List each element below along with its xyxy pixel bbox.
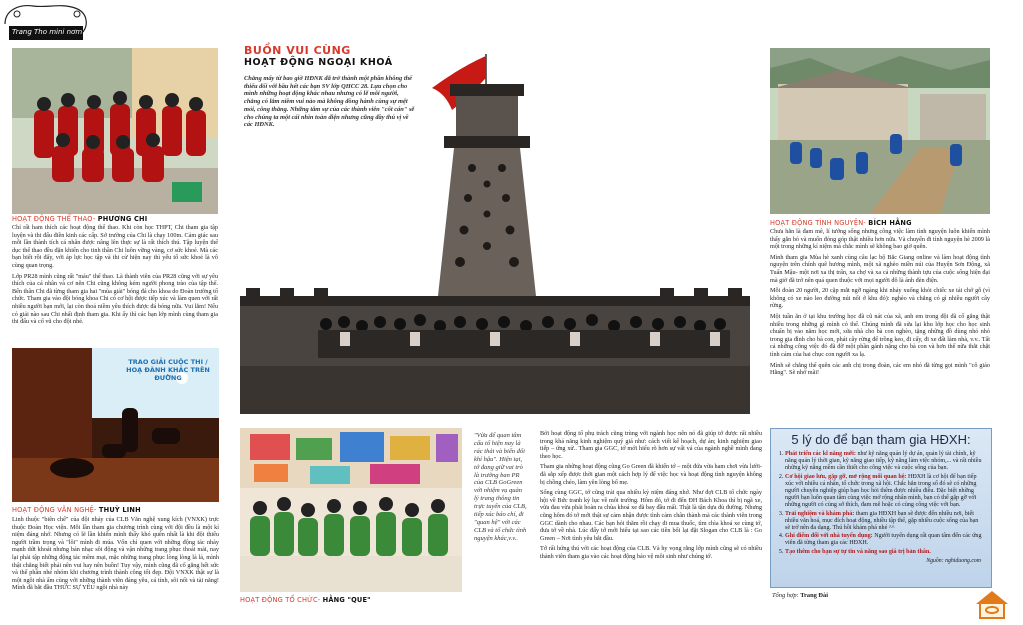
home-icon[interactable] [972,588,1012,620]
dance-stage-photo [12,348,219,502]
reason-text: tham gia HĐXH bạn sẽ được đến nhiều nơi, biết nhiều văn hoá, mục đích hoạt động, nhiều tập thể, gặp nhiều cuộc sống của bạn sẽ trở nên đa dạng. Thú hồi khám phá nhé ^^ [785,510,979,532]
sports-caption-label: HOẠT ĐỘNG THỂ THAO- [12,215,96,223]
org-caption-label: HOẠT ĐỘNG TỔ CHỨC- [240,596,321,604]
sports-caption [12,215,147,223]
sports-team-photo [12,48,218,214]
arts-caption-label: HOẠT ĐỘNG VĂN NGHỆ- [12,506,97,514]
org-caption [240,596,371,604]
reasons-title: 5 lý do để bạn tham gia HĐXH: [791,432,971,447]
volunteer-paragraph: Chưa hẳn là đam mê, lí tưởng sống nhưng công việc làm tình nguyện luôn khiến mình thấy gắn bó và muốn đóng góp thật nhiều hơn nữa. Và chuyến đi tình nguyện hè 2009 là một trong những kỉ niệm mà chắc mình sẽ không bao giờ quên. [770,228,990,251]
reason-text: như kỹ năng quản lý dự án, quản lý tài chính, kỹ năng quản lý thời gian, kỹ năng giao tiếp, kỹ năng làm việc nhóm,... và rất nhiều những kỹ năng mềm cần thiết cho công việc và cuộc sống của bạn. [785,451,982,472]
logo [3,2,91,42]
sports-paragraph: Lớp PR28 mình cũng rất "máu" thể thao. Là thành viên của PR28 cũng với sự yêu thích của cá nhân và cơ nên Chi cũng không kém người phong trào của tập thể. Bến thân Chi đã từng tham gia hai "mùa giải" bóng đá cho khoa do Đoàn trường tổ chức. Tham gia vào đội bóng khoa Chi có cơ hội được tiếp xúc và làm quen với rất nhiều người bạn mới, lại còn thoả niềm yêu thích được đá bóng nữa. Vui lắm! Nếu có giải nào sau Chi nhất định tham gia. Khi ấy thì các bạn lớp mình cùng tham gia thi đấu và cổ vũ cho đội nhé. [12,272,218,326]
arts-paragraph: Linh thuộc "biên chế" của đội nhảy của CLB Văn nghệ xung kích (VNXK) trực thuộc Đoàn Học viện. Mỗi lần tham gia chương trình cùng với đội đều là một kỉ niệm đáng nhớ. Nhưng có lẽ lần khiến mình thấy khó quên nhất là khi đội thiếu người trầm trọng và "lôi" mình đi múa. Vốn chỉ quen với những động tác nhảy mạnh dứt khoát nhưng bản nhạc sôi động và vận những trang phục thoải mái, nay lại phải tập những động tác mềm mại, mặc những trang phục lòng lòng lả lả, mình thật chẳng biết phải nên vui hay nên buồn! Tuy vậy, mình cũng đã cố gắng hết sức và thế phần nhé nhóm khi chương trình thành công tốt đẹp. Đội VNXK thật sự là một ngôi nhà ấm cùng với những thành viên đáng yêu, cá tính, sôi nổi và tài năng! Mình đã bắt đầu THỨC SỰ YÊU ngôi nhà này [12,516,219,592]
org-body [540,430,762,610]
title-line-1: BUỒN VUI CÙNG [244,44,351,57]
credit-line [772,592,828,599]
org-caption-name: HẰNG "QUE" [322,596,371,604]
org-paragraph: Bởi hoạt động tổ phụ trách cũng trùng với ngành học nên nó đã giúp tớ được rất nhiều trong khả năng kinh nghiệm quý giá như: cách viết kế hoạch, dự án; kinh nghiệm giao tiếp – ứng xử.. Tham gia GGC, tớ mới hiểu rõ hơn sự vất vả của ngành nghề mình đang theo học. [540,430,762,460]
org-paragraph: Tớ rất hứng thú với các hoạt động của CLB. Và hy vọng rằng lớp mình cũng sẽ có nhiều thành viên tham gia vào các hoạt động bảo vệ môi sinh như chúng tớ. [540,545,762,560]
reason-lead: Trải nghiệm và khám phá: [785,510,855,517]
reason-lead: Cơ hội giao lưu, gặp gỡ, mở rộng mối quan hệ: [785,473,907,480]
volunteer-paragraph: Mình sẽ chẳng thể quên các anh chị trong đoàn, các em nhỏ đã từng gọi mình "cô giáo Hằng". Sẽ nhớ mãi! [770,361,990,377]
reasons-list [785,451,983,556]
credit-name: Trang Đài [800,592,829,599]
org-paragraph: Tham gia những hoạt động cũng Go Green đã khiến tớ – một đứa vừa ham chơi vừa lười- đã sắp xếp được thời gian một cách hợp lý để việc học và hoạt động tình nguyện không bị chồng chéo, làm yên lòng bố mẹ. [540,463,762,486]
volunteer-caption-name: BÍCH HẰNG [868,219,912,227]
sports-caption-name: PHƯƠNG CHI [97,215,148,223]
volunteer-village-photo [770,48,990,214]
reason-lead: Ghi điểm đối với nhà tuyển dụng: [785,533,873,540]
logo-text: Trang Tho mini nơm [12,28,83,36]
gogreen-mural-photo [240,428,462,592]
volunteer-paragraph: Mỗi đoàn 20 người, 20 cặp mắt ngỡ ngàng khi nhảy xuống khỏi chiếc xe tải chở gỗ (vì không có xe nào leo đường núi nổi ở khu đó): nghèo và chẳng có gì nhiều người cây rừng. [770,287,990,310]
reasons-source: Nguồn: nghiduong.com [926,557,981,564]
flag-tower-photo [240,48,750,414]
sports-paragraph: Chỉ rất ham thích các hoạt động thể thao. Khi còn học THPT, Chi tham gia tập luyện và thi đấu điền kinh các cấp. Sở trường của Chi là chạy 100m. Cảm giác sau mỗi lần thành tích cá nhân được nâng lên thực sự là rất thích thú. Tập luyện thể dục thể thao đều đặn khiến cho tinh thần Chi luôn vững vàng, cơ sức khoẻ. Mà các bạn biết rồi đấy, với áp lực học tập và thi cử hiện nay thì yếu tố sức khoẻ là vô cùng quan trọng. [12,224,218,269]
reason-item [785,474,983,510]
reason-lead: Tạo thêm cho bạn sự tự tin và năng sao giá trị bản thân. [785,548,931,555]
stage-banner: TRAO GIẢI CUỘC THI / HOẠ ĐÀNH KHÁC TRÊN ĐƯỜNG [126,358,210,382]
volunteer-paragraph: Mình tham gia Mùa hè xanh cùng câu lạc bộ Bắc Giang online và làm hoạt động tình nguyện trên chính quê hương mình, một xã nghèo miền núi của Huyện Sơn Động, xã Tuấn Mậu- một nơi xa thị trấn, xa chợ và xa cả những thành tựu của cuộc sống hiện đại mà giờ đã trở nên quá quen thuộc với mọi người đô là ánh đèn điện. [770,253,990,284]
credit-label: Tổng hợp: [772,592,801,599]
logo-art [3,2,91,42]
reasons-box [770,428,992,588]
arts-caption [12,506,141,514]
arts-caption-name: THUỲ LINH [98,506,141,514]
org-paragraph: Sống cùng GGC, tớ cũng trải qua nhiều kỷ niệm đáng nhớ. Như đợt CLB tổ chức ngày hội về Bức tranh kỷ lục về môi trường. Hôm đó, tớ đi đến ĐH Bách Khoa thì bị ngã xe, vừa đau vừa phải hoàn ra chùa khoá xe đã bay đầu mất. Thật là tận dựa đủ đường. Nhưng cũng hôm đó tớ mới thật sự cảm nhận được tình cảm chân thành mà các thành viên trong GGC dành cho nhau. Các bạn hỏi thăm rồi chạy đi mua thuốc, tìm chìa khoá xe cùng tớ, đưa tớ về nhà. Lúc đấy tớ mới hiểu tại sao các tiền bối lại đặt Slogan cho CLB là : Go Green – Nơi tình yêu bắt đầu. [540,489,762,542]
sports-body [12,224,218,344]
reason-item [785,533,983,547]
reason-text: Người tuyển dụng rất quan tâm đến các ứng viên đã từng tham gia các HĐXH. [785,533,982,547]
volunteer-paragraph: Một tuần ăn ở tại khu trường học đã cũ nát của xã, anh em trong đội đã cố gắng thật nhiều trong những gì mình có thể. Chúng mình đã sửa lại khu lớp học cho học sinh chuẩn bị vào năm học mới, sửa nhà cho bà con nghèo, tặng những đồ dùng nhỏ nhỏ trong gia đình cho bà con, phát cây rừng để trồng keo, đi cấy, đi xe đất làm nhà, v.v.. Tất cả những công việc đó đã đỡ một phần gánh nặng cho bà con và hơn thế nữa thắt chặt tình cảm của hai chục con người xa lạ. [770,312,990,358]
org-quote: "Vừa để quan tâm cấu tổ hiện nay là rác thải và biến đổi khí hậu". Hiện tại, tớ đang giữ vai trò là trưởng ban PR của CLB GoGreen với nhiệm vụ quản lý trang thông tin trực tuyến của CLB, tiếp xúc báo chí, đi "quan hệ" với các CLB và tổ chức tình nguyện khác,v.v.. [474,432,527,542]
arts-body [12,516,219,620]
title-line-2: HOẠT ĐỘNG NGOẠI KHOÁ [244,57,393,68]
volunteer-caption [770,219,912,227]
article-intro: Chẳng mấy từ bao giờ HĐNK đã trở thành một phần không thể thiếu đối với bầu hết các bạn SV lớp QHCC 28. Lựa chọn cho mình những hoạt động khác nhau nhưng có lẽ mỗi người, chẳng có lắm niềm vui nào mà không đồng hành cùng sự mệt mỏi, công thẳng. Những tâm sự của các thành viên "cốt cán" sẽ cho chúng ta một cái nhìn toàn diện nhưng cũng đầy thú vị về các HĐNK. [244,75,415,129]
volunteer-body [770,228,990,428]
reason-item [785,549,983,556]
volunteer-caption-label: HOẠT ĐỘNG TÌNH NGUYỆN- [770,219,866,227]
reason-text: HĐXH là cơ hội để bạn tiếp xúc với nhiều cá nhân, tổ chức trong xã hội. Chắc hẳn trong số đó sẽ có những người chuyên nghiệp giúp bạn học hỏi thêm được nhiều điều. Đặc biệt những người bạn luôn quan tâm cùng việc mở rộng nhân mình, bạn có thể gặp gỡ với những người có cùng sở thích, đam mê hoặc có cùng công việc với bạn. [785,473,977,509]
reason-lead: Phát triển các kĩ năng mới: [785,451,856,457]
reason-item [785,451,983,473]
reason-item [785,511,983,533]
